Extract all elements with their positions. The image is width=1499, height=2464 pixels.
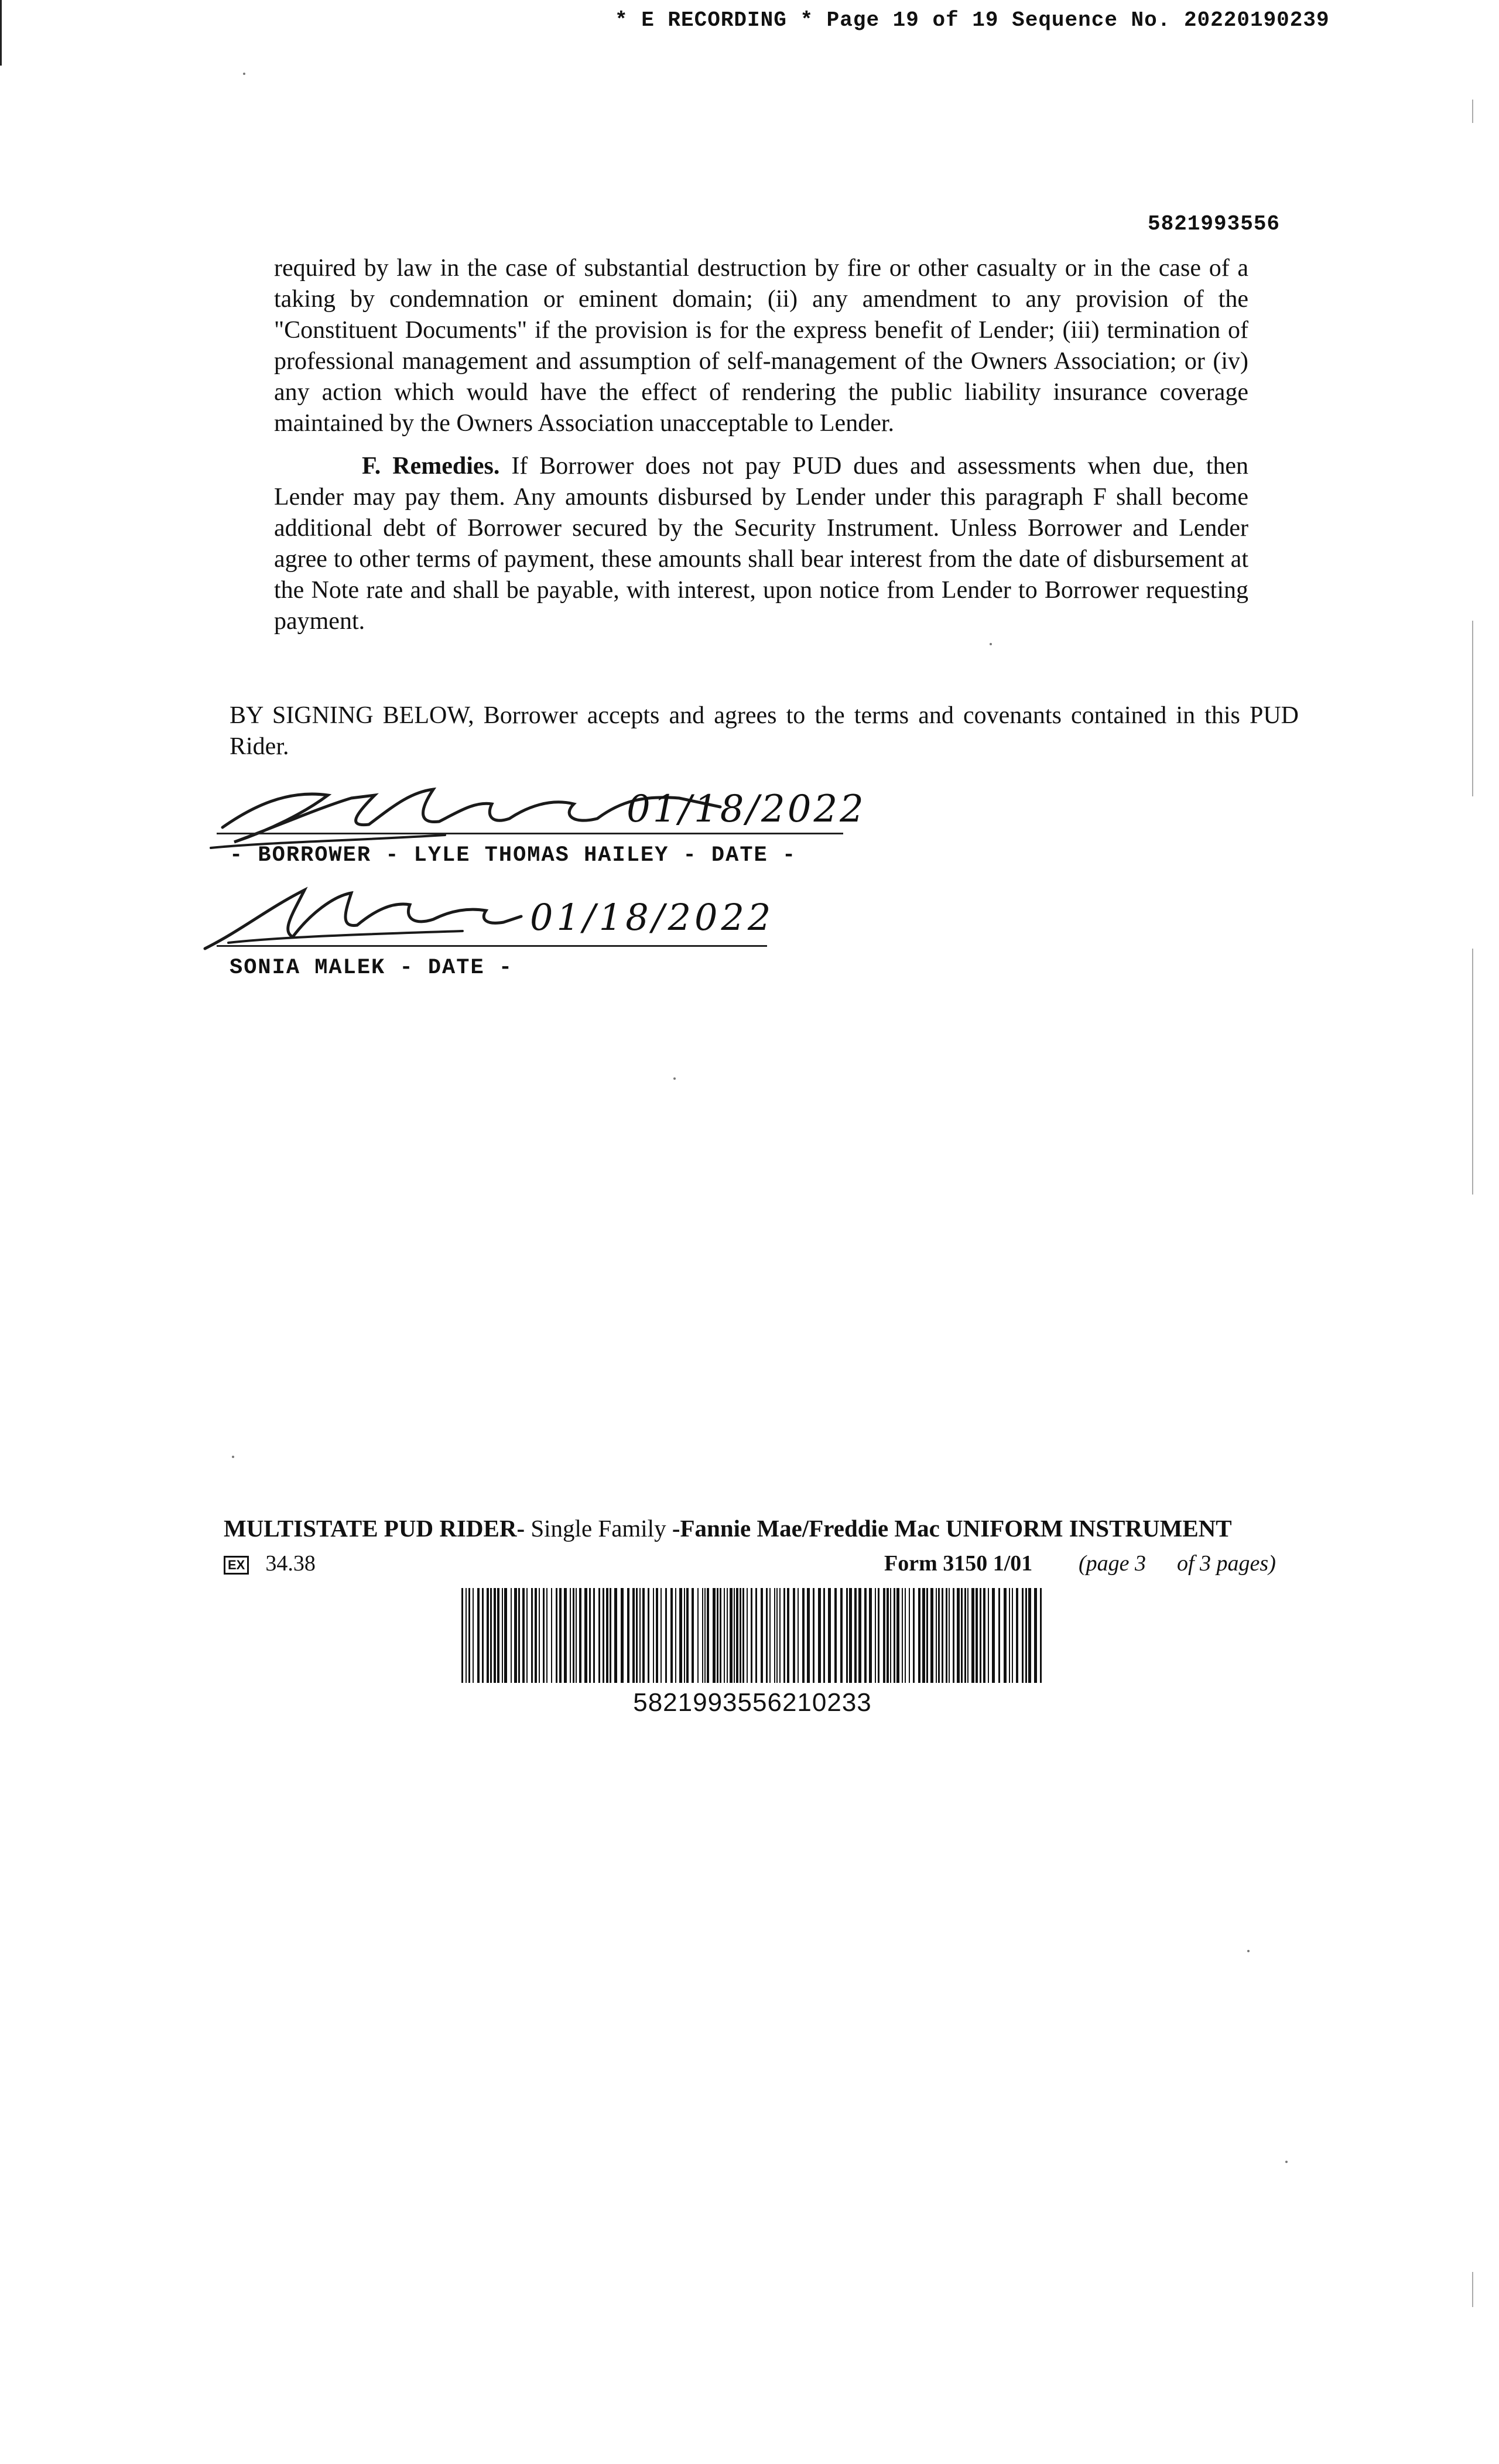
barcode-bar bbox=[936, 1588, 937, 1683]
barcode-bar bbox=[1022, 1588, 1024, 1683]
barcode-bar bbox=[736, 1588, 738, 1683]
barcode-bar bbox=[670, 1588, 673, 1683]
barcode-bar bbox=[656, 1588, 658, 1683]
barcode-bar bbox=[922, 1588, 925, 1683]
barcode-bar bbox=[742, 1588, 744, 1683]
barcode-bar bbox=[1028, 1588, 1031, 1683]
barcode-bar bbox=[466, 1588, 467, 1683]
barcode-bar bbox=[679, 1588, 682, 1683]
barcode-bar bbox=[713, 1588, 716, 1683]
ex-box-icon: EX bbox=[224, 1556, 249, 1575]
barcode-bar bbox=[747, 1588, 748, 1683]
barcode-bar bbox=[593, 1588, 595, 1683]
signature-line-2 bbox=[217, 945, 767, 947]
barcode-bar bbox=[730, 1588, 733, 1683]
barcode-bar bbox=[502, 1588, 503, 1683]
scan-speck bbox=[673, 1077, 676, 1080]
barcode-bar bbox=[834, 1588, 837, 1683]
handwritten-date-1: 01/18/2022 bbox=[627, 788, 866, 831]
barcode-bar bbox=[890, 1588, 891, 1683]
barcode-bar bbox=[584, 1588, 587, 1683]
barcode-bar bbox=[740, 1588, 741, 1683]
barcode-bar bbox=[621, 1588, 624, 1683]
barcode-bar bbox=[864, 1588, 867, 1683]
barcode-bar bbox=[522, 1588, 525, 1683]
barcode-bar bbox=[1040, 1588, 1042, 1683]
barcode-bar bbox=[813, 1588, 814, 1683]
barcode-bar bbox=[610, 1588, 611, 1683]
scan-speck bbox=[990, 643, 992, 645]
barcode-bar bbox=[702, 1588, 703, 1683]
barcode-bar bbox=[570, 1588, 571, 1683]
scan-edge-mark bbox=[1472, 621, 1473, 796]
barcode-bar bbox=[511, 1588, 512, 1683]
barcode-bar bbox=[559, 1588, 562, 1683]
page-total: of 3 pages) bbox=[1177, 1551, 1276, 1576]
barcode-bar bbox=[704, 1588, 706, 1683]
barcode-bar bbox=[573, 1588, 574, 1683]
barcode-bar bbox=[902, 1588, 903, 1683]
barcode-bar bbox=[761, 1588, 763, 1683]
barcode-bar bbox=[576, 1588, 577, 1683]
paragraph-f-remedies bbox=[274, 451, 1248, 637]
barcode-bar bbox=[807, 1588, 810, 1683]
barcode-bar bbox=[632, 1588, 635, 1683]
barcode-bar bbox=[905, 1588, 906, 1683]
barcode-bar bbox=[938, 1588, 940, 1683]
form-number: Form 3150 1/01 bbox=[884, 1551, 1033, 1576]
barcode-bar bbox=[606, 1588, 608, 1683]
barcode-bar bbox=[988, 1588, 989, 1683]
barcode-bar bbox=[1004, 1588, 1007, 1683]
scan-speck bbox=[1285, 2161, 1288, 2163]
barcode-bar bbox=[535, 1588, 537, 1683]
barcode-bar bbox=[539, 1588, 540, 1683]
barcode-bar bbox=[854, 1588, 857, 1683]
barcode-bar bbox=[783, 1588, 785, 1683]
barcode-bar bbox=[642, 1588, 645, 1683]
loan-number: 5821993556 bbox=[1148, 212, 1281, 236]
barcode-bars bbox=[457, 1588, 1048, 1683]
barcode-bar bbox=[909, 1588, 910, 1683]
barcode-bar bbox=[531, 1588, 533, 1683]
barcode-bar bbox=[751, 1588, 752, 1683]
barcode-bar bbox=[546, 1588, 547, 1683]
barcode-bar bbox=[869, 1588, 872, 1683]
barcode-bar bbox=[477, 1588, 480, 1683]
barcode-bar bbox=[1034, 1588, 1037, 1683]
paragraph-e-continued: required by law in the case of substantial destruction by fire or other casualty or in the case of a taking by condemnation or eminent domain; (ii) any amendment to any provision of the "Constituent Documents" if the provision is for the express benefit of Lender; (iii) termination of professional management and assumption of self-management of the Owners Association; or (iv) any action which would have the effect of rendering the public liability insurance coverage maintained by the Owners Association unacceptable to Lender. bbox=[274, 255, 1248, 437]
barcode-bar bbox=[964, 1588, 966, 1683]
barcode-bar bbox=[967, 1588, 968, 1683]
barcode-bar bbox=[1009, 1588, 1010, 1683]
paragraph-f-heading: F. Remedies. bbox=[362, 453, 500, 480]
barcode-bar bbox=[849, 1588, 852, 1683]
barcode-bar bbox=[818, 1588, 821, 1683]
borrower-caption-1: - BORROWER - LYLE THOMAS HAILEY - DATE - bbox=[230, 843, 797, 868]
barcode-bar bbox=[717, 1588, 718, 1683]
barcode-bar bbox=[598, 1588, 600, 1683]
barcode-bar bbox=[1012, 1588, 1013, 1683]
barcode-bar bbox=[942, 1588, 943, 1683]
barcode-bar bbox=[878, 1588, 879, 1683]
form-details-row bbox=[224, 1551, 1284, 1576]
barcode-bar bbox=[976, 1588, 978, 1683]
signing-statement: BY SIGNING BELOW, Borrower accepts and agrees to the terms and covenants contained in this PUD Rider. bbox=[230, 702, 1299, 760]
barcode-bar bbox=[766, 1588, 768, 1683]
barcode-bar bbox=[755, 1588, 757, 1683]
borrower-caption-2: SONIA MALEK - DATE - bbox=[230, 956, 514, 980]
barcode-bar bbox=[514, 1588, 517, 1683]
scan-edge-mark bbox=[1472, 100, 1473, 123]
barcode-bar bbox=[665, 1588, 667, 1683]
barcode-bar bbox=[971, 1588, 974, 1683]
barcode-bar bbox=[697, 1588, 699, 1683]
barcode-bar bbox=[639, 1588, 641, 1683]
barcode-bar bbox=[648, 1588, 649, 1683]
barcode-bar bbox=[779, 1588, 781, 1683]
ex-code: 34.38 bbox=[265, 1551, 316, 1576]
barcode-bar bbox=[468, 1588, 470, 1683]
barcode-bar bbox=[461, 1588, 463, 1683]
barcode-bar bbox=[494, 1588, 496, 1683]
barcode-bar bbox=[896, 1588, 899, 1683]
barcode-bar bbox=[798, 1588, 799, 1683]
barcode-bar bbox=[692, 1588, 694, 1683]
barcode-bar bbox=[802, 1588, 805, 1683]
barcode-bar bbox=[627, 1588, 629, 1683]
barcode-bar bbox=[858, 1588, 861, 1683]
barcode-bar bbox=[787, 1588, 789, 1683]
barcode-bar bbox=[482, 1588, 484, 1683]
barcode-bar bbox=[957, 1588, 960, 1683]
barcode-bar bbox=[614, 1588, 617, 1683]
barcode-bar bbox=[636, 1588, 638, 1683]
barcode-bar bbox=[846, 1588, 848, 1683]
barcode-bar bbox=[828, 1588, 831, 1683]
scan-edge-mark bbox=[1472, 2272, 1473, 2307]
barcode-bar bbox=[776, 1588, 778, 1683]
barcode-bar bbox=[653, 1588, 654, 1683]
barcode-bar bbox=[1016, 1588, 1018, 1683]
barcode-bar bbox=[930, 1588, 933, 1683]
barcode-bar bbox=[774, 1588, 775, 1683]
barcode-bar bbox=[473, 1588, 474, 1683]
barcode-bar bbox=[660, 1588, 662, 1683]
barcode-bar bbox=[707, 1588, 709, 1683]
barcode-bar bbox=[543, 1588, 545, 1683]
scan-speck bbox=[1247, 1950, 1250, 1952]
barcode-bar bbox=[961, 1588, 963, 1683]
scan-speck bbox=[243, 73, 245, 75]
recording-header: * E RECORDING * Page 19 of 19 Sequence No. 20220190239 bbox=[615, 8, 1330, 32]
barcode-bar bbox=[579, 1588, 581, 1683]
form-title-bold-2: -Fannie Mae/Freddie Mac UNIFORM INSTRUMENT bbox=[672, 1515, 1232, 1542]
barcode-bar bbox=[720, 1588, 721, 1683]
barcode-bar bbox=[793, 1588, 795, 1683]
barcode-bar bbox=[913, 1588, 915, 1683]
barcode-bar bbox=[686, 1588, 689, 1683]
barcode-bar bbox=[487, 1588, 489, 1683]
form-title-regular: Single Family bbox=[525, 1515, 672, 1542]
barcode-bar bbox=[564, 1588, 567, 1683]
handwritten-date-2: 01/18/2022 bbox=[530, 896, 775, 939]
signature-line-1 bbox=[217, 833, 843, 834]
paragraph-f-text: If Borrower does not pay PUD dues and assessments when due, then Lender may pay them. Any amounts disbursed by Lender under this paragraph F shall become additional debt of Borrower secured by the Security Instrument. Unless Borrower and Lender agree to other terms of payment, these amounts shall bear interest from the date of disbursement at the Note rate and shall be payable, with interest, upon notice from Lender to Borrower requesting payment. bbox=[274, 453, 1249, 635]
barcode-bar bbox=[727, 1588, 728, 1683]
barcode-bar bbox=[724, 1588, 725, 1683]
barcode-bar bbox=[918, 1588, 920, 1683]
barcode-number: 5821993556210233 bbox=[633, 1688, 872, 1717]
barcode-bar bbox=[823, 1588, 825, 1683]
barcode-bar bbox=[603, 1588, 604, 1683]
barcode-bar bbox=[887, 1588, 889, 1683]
barcode-bar bbox=[883, 1588, 885, 1683]
barcode-bar bbox=[949, 1588, 950, 1683]
barcode-bar bbox=[769, 1588, 771, 1683]
scan-edge-mark bbox=[0, 0, 2, 66]
barcode-bar bbox=[894, 1588, 895, 1683]
barcode-bar bbox=[983, 1588, 985, 1683]
barcode-bar bbox=[946, 1588, 947, 1683]
barcode-bar bbox=[556, 1588, 557, 1683]
barcode-bar bbox=[551, 1588, 552, 1683]
barcode-bar bbox=[675, 1588, 676, 1683]
barcode-bar bbox=[998, 1588, 1000, 1683]
barcode-bar bbox=[504, 1588, 507, 1683]
barcode-bar bbox=[684, 1588, 685, 1683]
scan-speck bbox=[232, 1456, 234, 1458]
barcode-bar bbox=[953, 1588, 954, 1683]
form-title-bold-1: MULTISTATE PUD RIDER- bbox=[224, 1515, 525, 1542]
barcode-bar bbox=[1025, 1588, 1027, 1683]
page-of: (page 3 bbox=[1079, 1551, 1147, 1576]
barcode-bar bbox=[526, 1588, 528, 1683]
barcode-bar bbox=[497, 1588, 499, 1683]
barcode-bar bbox=[926, 1588, 928, 1683]
scan-edge-mark bbox=[1472, 949, 1473, 1195]
barcode-bar bbox=[992, 1588, 995, 1683]
barcode-bar bbox=[589, 1588, 591, 1683]
barcode-bar bbox=[980, 1588, 981, 1683]
barcode-bar bbox=[875, 1588, 876, 1683]
form-title bbox=[224, 1514, 1232, 1542]
barcode-bar bbox=[518, 1588, 520, 1683]
barcode-bar bbox=[490, 1588, 492, 1683]
barcode-bar bbox=[734, 1588, 735, 1683]
barcode bbox=[457, 1588, 1048, 1717]
barcode-bar bbox=[840, 1588, 843, 1683]
